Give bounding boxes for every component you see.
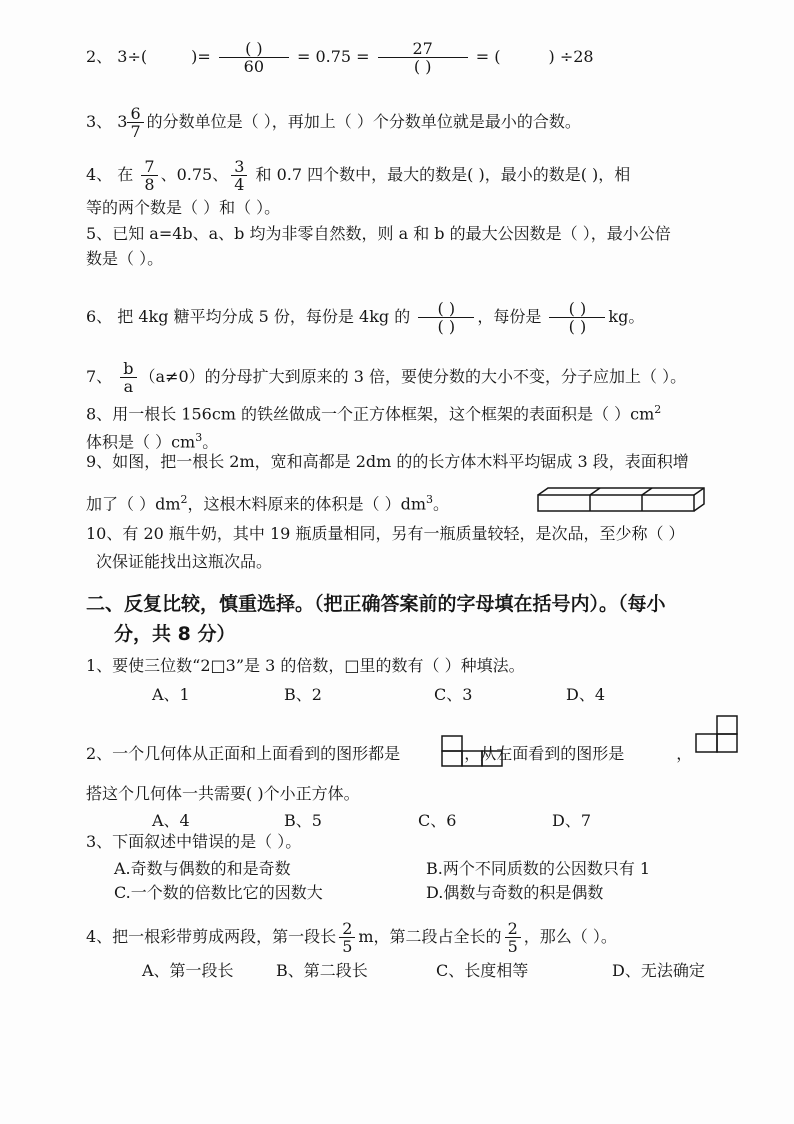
- choice-question-4: 4、把一根彩带剪成两段，第一段长 $\frac{2}{5}$ m，第二段占全长的 $\frac{2}{5}$ ，那么（ ）。: [86, 919, 617, 956]
- question-8: 8、用一根长 156cm 的铁丝做成一个正方体框架，这个框架的表面积是（ ）$cm^2$: [86, 403, 662, 424]
- section-2-title: 二、反复比较，慎重选择。（把正确答案前的字母填在括号内）。（每小: [86, 593, 666, 615]
- question-number: 2、: [86, 47, 113, 66]
- fraction: $\frac{2}{5}$: [505, 920, 521, 955]
- option-a: A、4: [152, 811, 190, 830]
- question-9-line2: 加了（ ）$dm^2$，这根木料原来的体积是（ ）$dm^3$。: [86, 493, 450, 514]
- question-4-line2: 等的两个数是（ ）和（ ）。: [86, 198, 281, 217]
- cuboid-front-face: [538, 495, 694, 511]
- question-6: 6、 把 4kg 糖平均分成 5 份，每份是 4kg 的 $\frac{( )}{( )}$ ，每份是 $\frac{( )}{( )}$ kg。: [86, 299, 645, 336]
- option-c: C.一个数的倍数比它的因数大: [114, 883, 323, 902]
- question-3: 3、 3 $\frac{6}{7}$ 的分数单位是（ ），再加上（ ）个分数单位就是最小的合数。: [86, 104, 581, 141]
- option-b: B、第二段长: [276, 961, 368, 980]
- front-top-view-figure: [440, 734, 504, 768]
- cuboid-back-edges: [538, 488, 704, 511]
- option-a: A、第一段长: [142, 961, 234, 980]
- choice-question-2-line2: 搭这个几何体一共需要( )个小正方体。: [86, 784, 360, 803]
- fraction: $\frac{b}{a}$: [120, 360, 136, 395]
- option-c: C、6: [418, 811, 457, 830]
- fraction: $\frac{( )}{( )}$: [418, 300, 474, 335]
- question-10-line2: 次保证能找出这瓶次品。: [96, 552, 273, 571]
- question-5-line2: 数是（ ）。: [86, 249, 164, 268]
- choice-question-1: 1、要使三位数“2□3”是 3 的倍数，□里的数有（ ）种填法。: [86, 656, 525, 675]
- option-b: B.两个不同质数的公因数只有 1: [426, 859, 651, 878]
- question-5: 5、已知 a=4b、a、b 均为非零自然数，则 a 和 b 的最大公因数是（ ），最小公倍: [86, 224, 671, 243]
- choice-question-3: 3、下面叙述中错误的是（ ）。: [86, 832, 302, 851]
- cuboid-figure: [536, 486, 708, 514]
- section-2-title-line2: 分，共 8 分）: [114, 623, 236, 645]
- question-2: 2、 3÷( )= $\frac{( )}{60}$ = 0.75 = $\frac{27}{( )}$ = ( ) ÷28: [86, 39, 594, 76]
- question-10: 10、有 20 瓶牛奶，其中 19 瓶质量相同，另有一瓶质量较轻，是次品，至少称（ ）: [86, 524, 685, 543]
- fraction: $\frac{7}{8}$: [141, 158, 157, 193]
- question-7: 7、 $\frac{b}{a}$ （a≠0）的分母扩大到原来的 3 倍，要使分数的大小不变，分子应加上（ ）。: [86, 359, 687, 396]
- question-9: 9、如图，把一根长 2m，宽和高都是 2dm 的的长方体木料平均锯成 3 段，表面积增: [86, 452, 689, 471]
- fraction: $\frac{( )}{( )}$: [549, 300, 605, 335]
- fraction: $\frac{3}{4}$: [231, 158, 247, 193]
- fraction: $\frac{( )}{60}$: [219, 40, 289, 75]
- fraction: $\frac{6}{7}$: [127, 105, 143, 140]
- question-4: 4、 在 $\frac{7}{8}$ 、0.75、 $\frac{3}{4}$ 和 0.7 四个数中，最大的数是( )，最小的数是( )，相: [86, 157, 631, 194]
- option-d: D、7: [552, 811, 592, 830]
- fraction: $\frac{2}{5}$: [339, 920, 355, 955]
- fraction: $\frac{27}{( )}$: [378, 40, 468, 75]
- option-a: A、1: [152, 685, 190, 704]
- option-d: D、无法确定: [612, 961, 705, 980]
- option-b: B、2: [284, 685, 322, 704]
- choice-question-2: 2、一个几何体从正面和上面看到的图形都是 ，从左面看到的图形是 ，: [86, 744, 693, 763]
- option-d: D.偶数与奇数的积是偶数: [426, 883, 604, 902]
- question-8-line2: 体积是（ ）$cm^3$。: [86, 431, 219, 452]
- option-b: B、5: [284, 811, 322, 830]
- left-view-figure: [694, 714, 740, 754]
- option-c: C、长度相等: [436, 961, 529, 980]
- option-d: D、4: [566, 685, 606, 704]
- option-a: A.奇数与偶数的和是奇数: [114, 859, 291, 878]
- option-c: C、3: [434, 685, 473, 704]
